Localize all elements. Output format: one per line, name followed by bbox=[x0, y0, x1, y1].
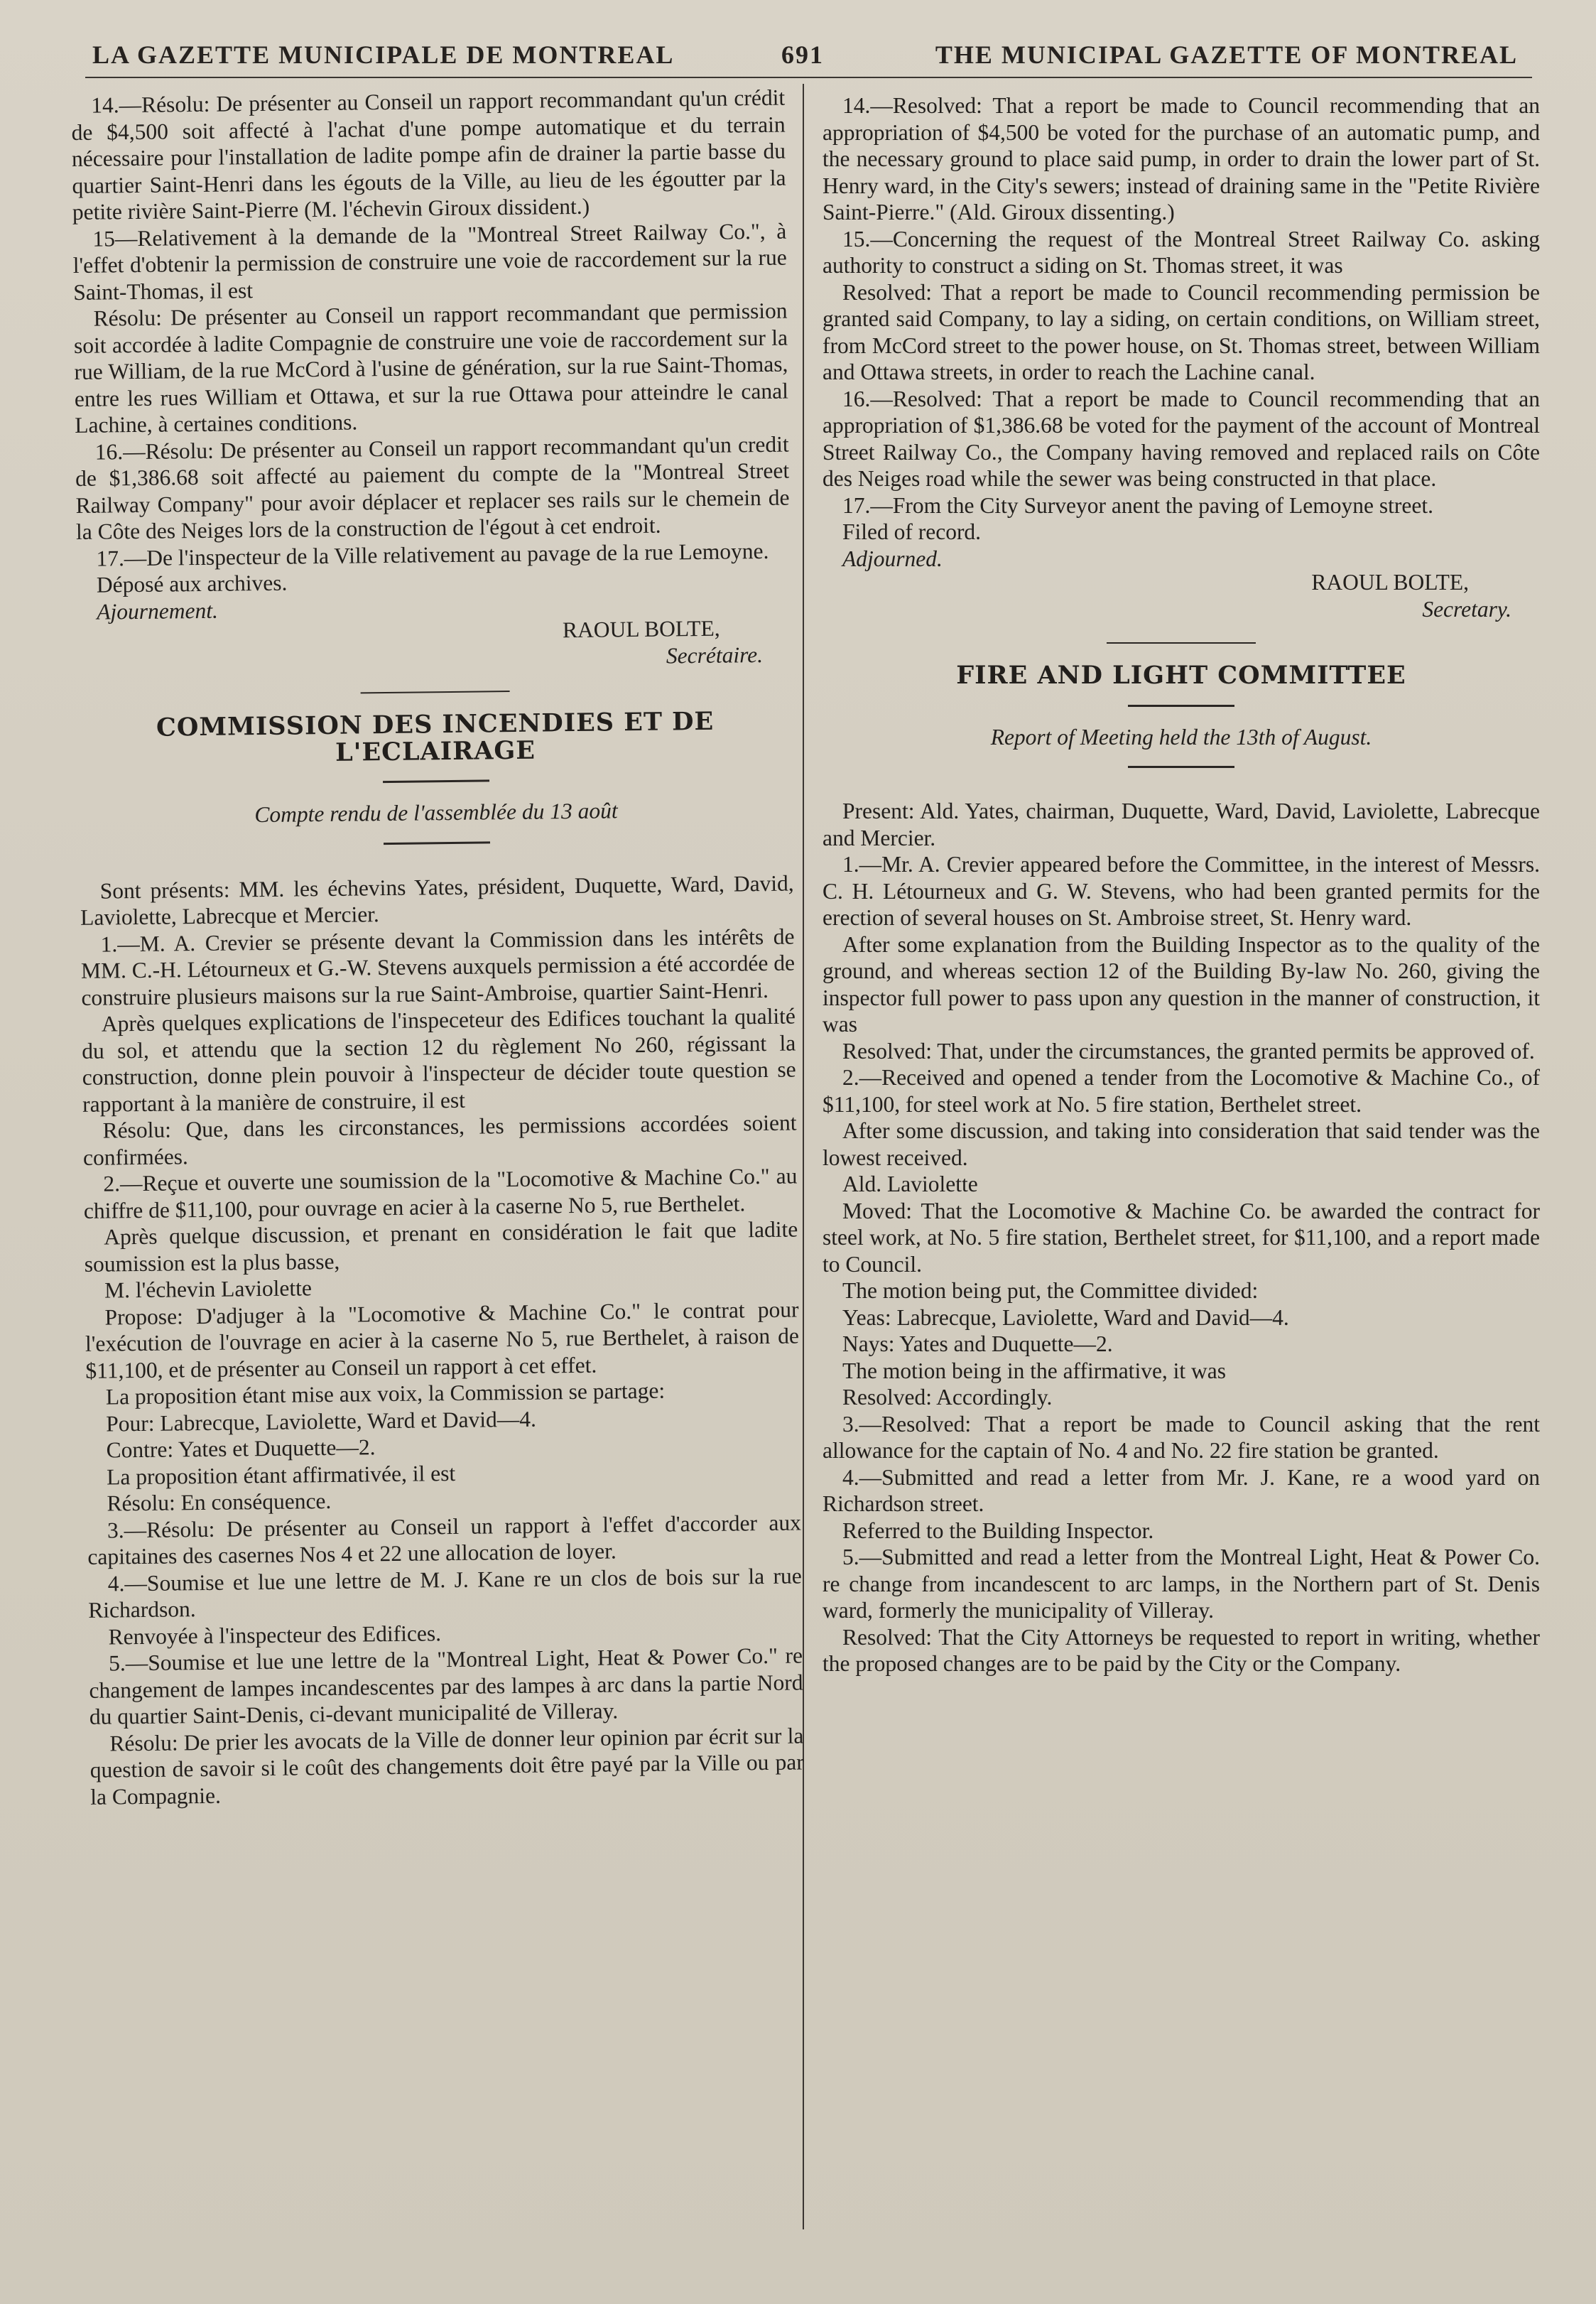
paragraph: 16.—Resolved: That a report be made to Council recommending that an appropriation of $1,386.68 be voted for the payment of the account of Montreal Street Railway Co., the Company having removed and replaced rails on Côte des Neiges road while the sewer was being constructed in that place. bbox=[823, 386, 1540, 491]
paragraph: Nays: Yates and Duquette—2. bbox=[842, 1331, 1113, 1356]
section-subtitle: Compte rendu de l'assemblée du 13 août bbox=[254, 798, 618, 828]
paragraph: 4.—Soumise et lue une lettre de M. J. Kane re un clos de bois sur la rue Richardson. bbox=[88, 1562, 802, 1623]
paragraph: 1.—Mr. A. Crevier appeared before the Committee, in the interest of Messrs. C. H. Létourneux and G. W. Stevens, who had been granted permits for the erection of several houses on St. Ambroise street, St. Henry ward. bbox=[823, 852, 1540, 930]
paragraph: Résolu: De présenter au Conseil un rapport recommandant que permission soit accordée à ladite Compagnie de construire une voie de raccordement sur la rue William, de la rue McCord à l'usine de génération, sur la rue Saint-Thomas, entre les rues William et Ottawa, et sur la rue Ottawa pour atteindre le canal Lachine, à certaines conditions. bbox=[73, 298, 789, 438]
paragraph: 4.—Submitted and read a letter from Mr. J. Kane, re a wood yard on Richardson street. bbox=[823, 1464, 1540, 1516]
paragraph: Referred to the Building Inspector. bbox=[842, 1518, 1154, 1543]
paragraph: Renvoyée à l'inspecteur des Edifices. bbox=[108, 1620, 442, 1650]
paragraph: Résolu: Que, dans les circonstances, les permissions accordées soient confirmées. bbox=[82, 1110, 797, 1170]
paragraph: Resolved: That, under the circumstances, the granted permits be approved of. bbox=[842, 1038, 1535, 1064]
paragraph: 5.—Submitted and read a letter from the Montreal Light, Heat & Power Co. re change from incandescent to arc lamps, in the Northern part of St. Denis ward, formerly the municipality of Villeray. bbox=[823, 1545, 1540, 1623]
paragraph: After some discussion, and taking into consideration that said tender was the lowest received. bbox=[823, 1118, 1540, 1170]
paragraph: 14.—Resolved: That a report be made to Council recommending that an appropriation of $4,500 be voted for the purchase of an automatic pump, and the necessary ground to place said pump, in order to drain the lower part of St. Henry ward, in the City's sewers; instead of draining same in the "Petite Rivière Saint-Pierre." (Ald. Giroux dissenting.) bbox=[823, 93, 1540, 225]
paragraph: Resolved: That the City Attorneys be requested to report in writing, whether the proposed changes are to be paid by the City or the Company. bbox=[823, 1624, 1540, 1676]
paragraph: Après quelque discussion, et prenant en considération le fait que ladite soumission est la plus basse, bbox=[84, 1216, 798, 1277]
paragraph: After some explanation from the Building Inspector as to the quality of the ground, and whereas section 12 of the Building By-law No. 260, giving the inspector full power to pass upon any question in the manner of construction, it was bbox=[823, 931, 1540, 1037]
signature-block bbox=[823, 569, 1540, 622]
paragraph: 2.—Received and opened a tender from the Locomotive & Machine Co., of $11,100, for steel work at No. 5 fire station, Berthelet street. bbox=[823, 1065, 1540, 1117]
english-column bbox=[823, 92, 1540, 2259]
header-french-title: LA GAZETTE MUNICIPALE DE MONTREAL bbox=[92, 40, 675, 69]
french-column bbox=[71, 85, 810, 2259]
paragraph: Resolved: Accordingly. bbox=[842, 1385, 1053, 1410]
paragraph: Present: Ald. Yates, chairman, Duquette, Ward, David, Laviolette, Labrecque and Mercier. bbox=[823, 799, 1540, 850]
paragraph: 3.—Resolved: That a report be made to Council asking that the rent allowance for the captain of No. 4 and No. 22 fire station be granted. bbox=[823, 1411, 1540, 1463]
paragraph: Après quelques explications de l'inspeceteur des Edifices touchant la qualité du sol, et attendu que la section 12 du règlement No 260, régissant la construction, donne plein pouvoir à l'inspecteur de décider toute question se rapportant à la manière de construire, il est bbox=[82, 1003, 796, 1117]
paragraph: 17.—De l'inspecteur de la Ville relativement au pavage de la rue Lemoyne. bbox=[96, 538, 769, 571]
paragraph: La proposition étant mise aux voix, la Commission se partage: bbox=[105, 1378, 666, 1410]
paragraph: 2.—Reçue et ouverte une soumission de la "Locomotive & Machine Co." au chiffre de $11,100, pour ouvrage en acier à la caserne No 5, rue Berthelet. bbox=[83, 1163, 798, 1223]
paragraph: Contre: Yates et Duquette—2. bbox=[106, 1434, 376, 1463]
header-english-title: THE MUNICIPAL GAZETTE OF MONTREAL bbox=[935, 40, 1518, 69]
paragraph: Sont présents: MM. les échevins Yates, président, Duquette, Ward, David, Laviolette, Labrecque et Mercier. bbox=[80, 870, 794, 930]
section-subtitle: Report of Meeting held the 13th of August. bbox=[990, 724, 1372, 750]
paragraph: Propose: D'adjuger à la "Locomotive & Machine Co." le contrat pour l'exécution de l'ouvrage en acier à la caserne No 5, rue Berthelet, à raison de $11,100, et de présenter au Conseil un rapport à cet effet. bbox=[85, 1296, 800, 1383]
adjournment: Adjourned. bbox=[842, 546, 943, 571]
signature-name: RAOUL BOLTE, bbox=[562, 615, 720, 643]
signature-name: RAOUL BOLTE, bbox=[1311, 570, 1469, 595]
paragraph: Moved: That the Locomotive & Machine Co. be awarded the contract for steel work, at No. 5 fire station, Berthelet street, for $11,100, and a report made to Council. bbox=[823, 1198, 1540, 1277]
paragraph: 3.—Résolu: De présenter au Conseil un rapport à l'effet d'accorder aux capitaines des casernes Nos 4 et 22 une allocation de loyer. bbox=[87, 1509, 802, 1569]
paragraph: 15—Relativement à la demande de la "Montreal Street Railway Co.", à l'effet d'obtenir la permission de construire une voie de raccordement sur la rue Saint-Thomas, il est bbox=[72, 218, 787, 305]
paragraph: 5.—Soumise et lue une lettre de la "Montreal Light, Heat & Power Co." re changement de lampes incandescentes par des lampes à arc dans la partie Nord du quartier Saint-Denis, ci-devant municipalité de Villeray. bbox=[89, 1643, 803, 1729]
paragraph: Resolved: That a report be made to Council recommending permission be granted said Company, to lay a siding, on certain conditions, on William street, from McCord street to the power house, on St. Thomas street, between William and Ottawa streets, in order to reach the Lachine canal. bbox=[823, 279, 1540, 384]
signature-title: Secretary. bbox=[1422, 596, 1511, 622]
section-title: FIRE AND LIGHT COMMITTEE bbox=[956, 661, 1406, 690]
paragraph: 1.—M. A. Crevier se présente devant la Commission dans les intérêts de MM. C.-H. Létourneux et G.-W. Stevens auxquels permission a été accordée de construire plusieurs maisons sur la rue Saint-Ambroise, quartier Saint-Henri. bbox=[80, 924, 796, 1010]
page-header bbox=[85, 27, 1532, 78]
section-rule bbox=[360, 691, 509, 693]
paragraph: Résolu: De prier les avocats de la Ville de donner leur opinion par écrit sur la question de savoir si le coût des changements doit être payé par la Ville ou par la Compagnie. bbox=[89, 1722, 804, 1810]
paragraph: Déposé aux archives. bbox=[96, 570, 288, 597]
paragraph: 14.—Résolu: De présenter au Conseil un rapport recommandant qu'un crédit de $4,500 soit affecté à l'achat d'une pompe automatique et du terrain nécessaire pour l'installation de ladite pompe afin de drainer la partie basse du quartier Saint-Henri dans les égouts de la Ville, au lieu de les égoutter par la petite rivière Saint-Pierre (M. l'échevin Giroux dissident.) bbox=[71, 85, 786, 225]
paragraph: Filed of record. bbox=[842, 519, 982, 544]
paragraph: Résolu: En conséquence. bbox=[107, 1488, 332, 1516]
title-rule bbox=[383, 779, 489, 783]
paragraph: La proposition étant affirmativée, il est bbox=[106, 1460, 456, 1490]
paragraph: M. l'échevin Laviolette bbox=[104, 1275, 313, 1303]
section-title: COMMISSION DES INCENDIES ET DE L'ECLAIRAGE bbox=[156, 706, 715, 767]
subtitle-rule bbox=[384, 841, 490, 845]
paragraph: 16.—Résolu: De présenter au Conseil un rapport recommandant qu'un credit de $1,386.68 soit affecté au paiement du compte de la "Montreal Street Railway Company" pour avoir déplacer et replacer ses rails sur le chemein de la Côte des Neiges lors de la construction de l'égout à cet endroit. bbox=[75, 431, 790, 544]
section-rule bbox=[1107, 642, 1256, 644]
paragraph: The motion being in the affirmative, it was bbox=[842, 1358, 1227, 1383]
paragraph: Pour: Labrecque, Laviolette, Ward et David—4. bbox=[106, 1406, 537, 1437]
subtitle-rule bbox=[1128, 766, 1234, 768]
signature-title: Secrétaire. bbox=[666, 642, 764, 669]
paragraph: Ald. Laviolette bbox=[842, 1172, 978, 1196]
paragraph: Yeas: Labrecque, Laviolette, Ward and David—4. bbox=[842, 1304, 1289, 1330]
paragraph: 15.—Concerning the request of the Montreal Street Railway Co. asking authority to construct a siding on St. Thomas street, it was bbox=[823, 226, 1540, 278]
paragraph: 17.—From the City Surveyor anent the paving of Lemoyne street. bbox=[842, 492, 1433, 518]
paragraph: The motion being put, the Committee divided: bbox=[842, 1278, 1259, 1303]
adjournment: Ajournement. bbox=[97, 597, 219, 624]
title-rule bbox=[1128, 705, 1234, 707]
page-number: 691 bbox=[781, 40, 824, 69]
